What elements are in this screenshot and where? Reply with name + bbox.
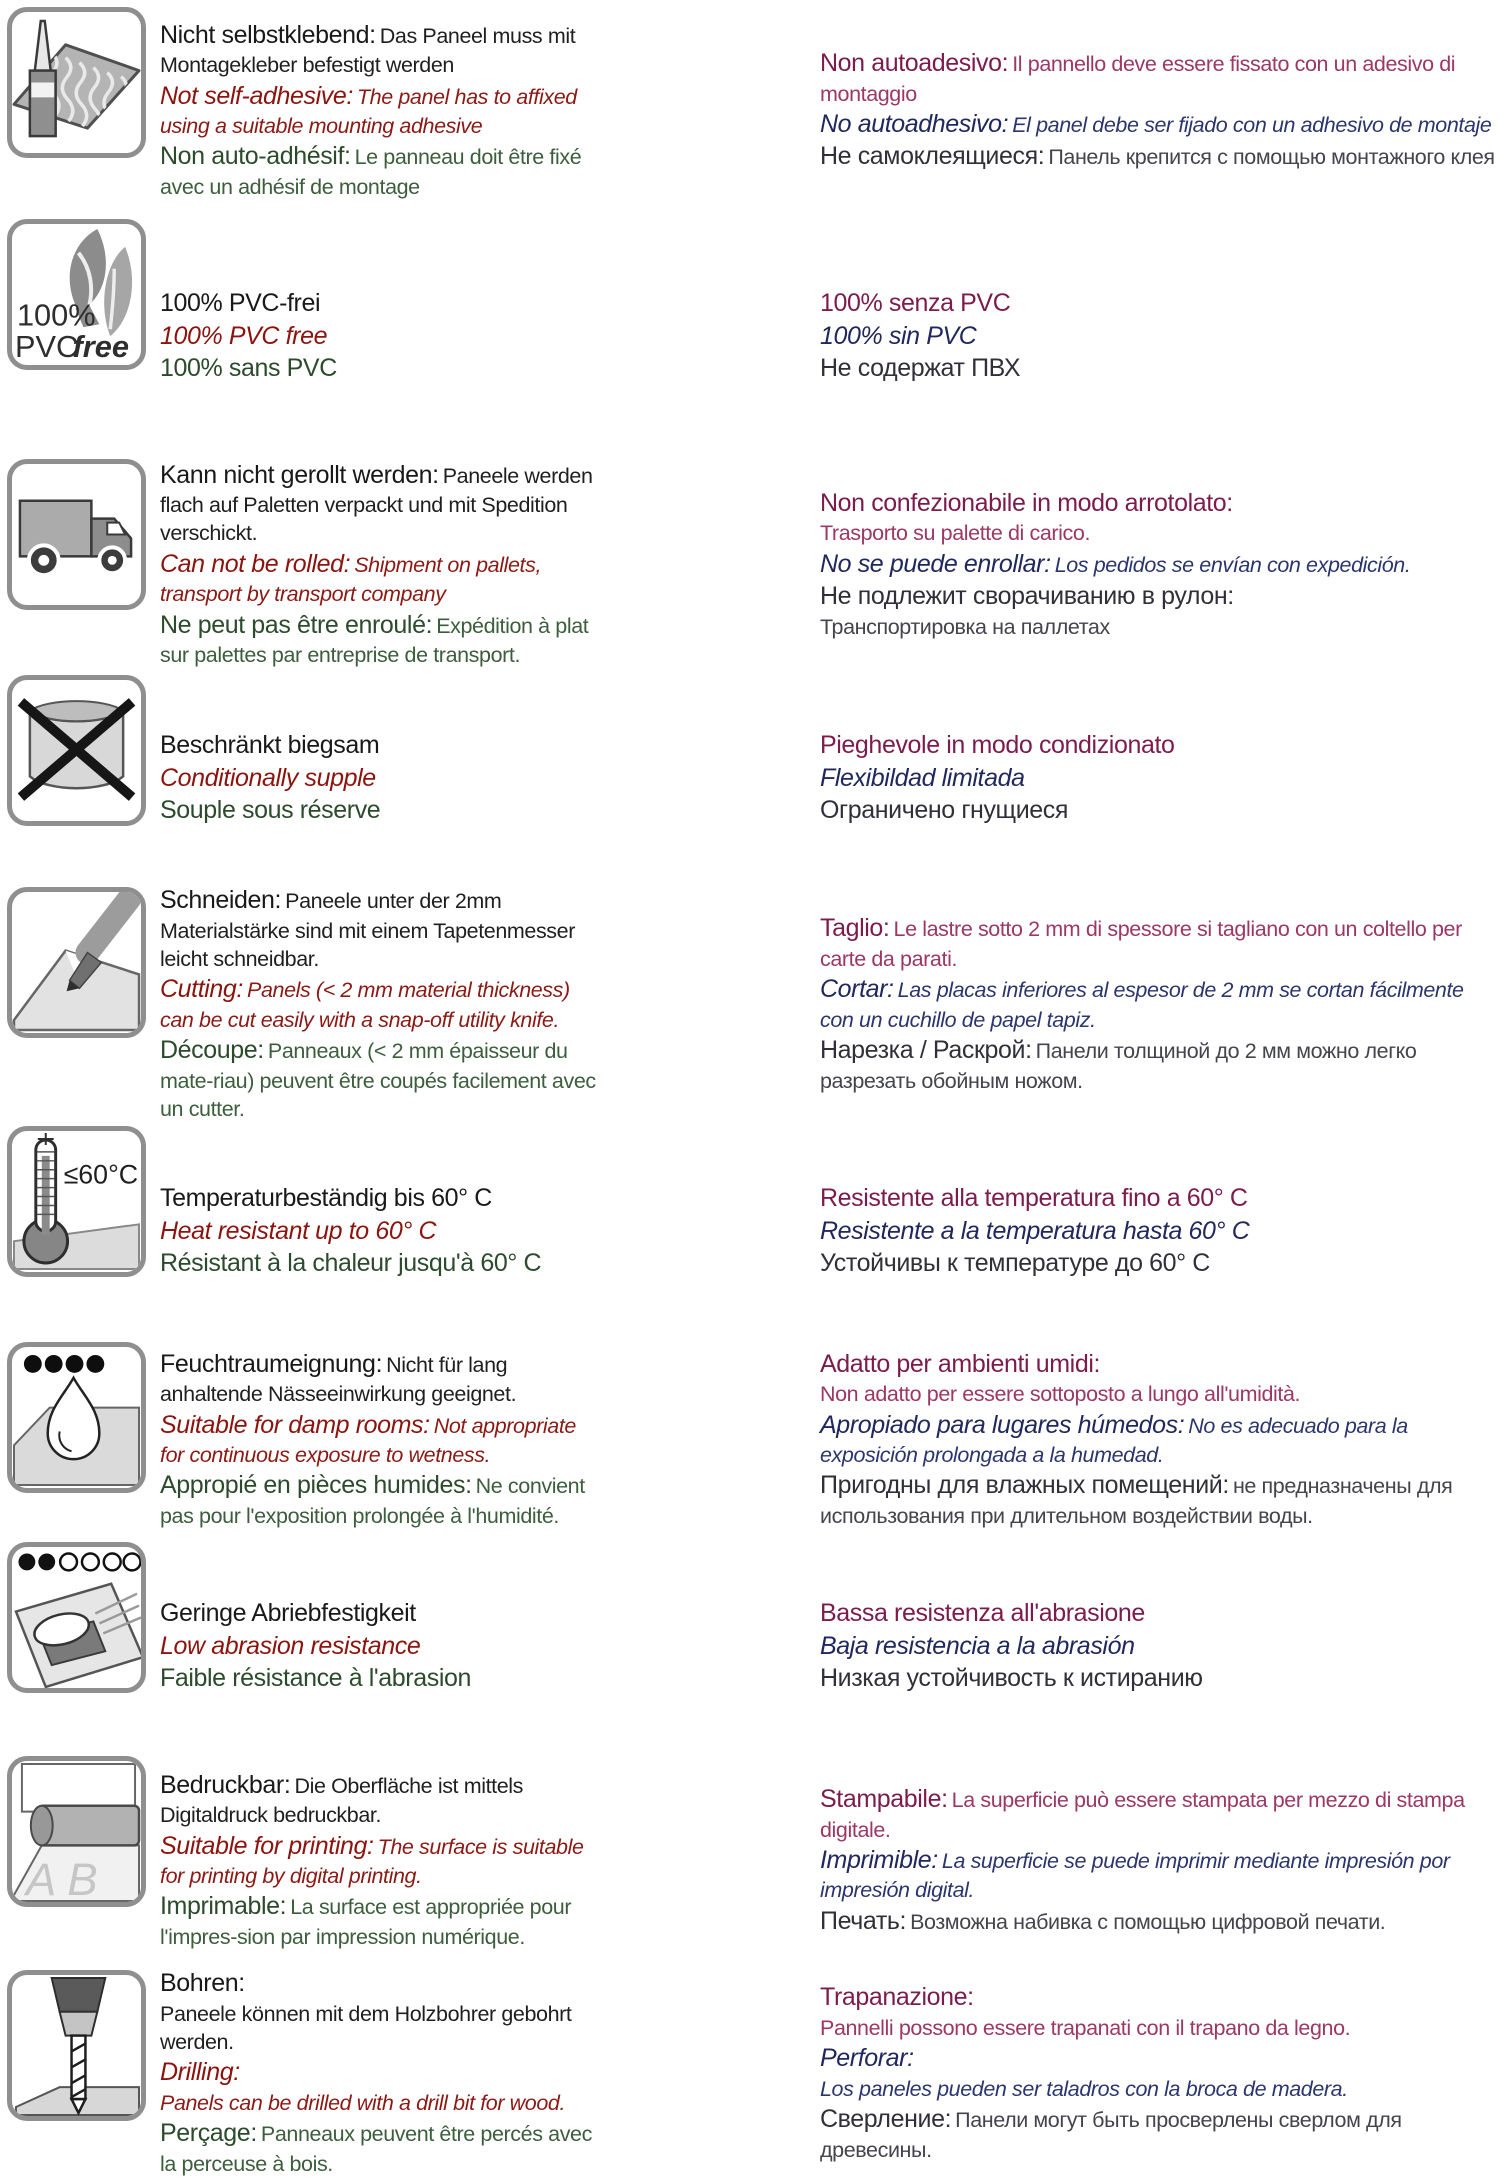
abrasion-eraser-icon — [12, 1547, 141, 1688]
line-body: Le lastre sotto 2 mm di spessore si tagliano con un coltello per carte da parati. — [820, 917, 1462, 971]
text-line-en — [160, 1409, 598, 1470]
line-heading: Nicht selbstklebend: — [160, 20, 376, 49]
left-text-column — [146, 1967, 598, 2178]
icon-label-letters: A B — [25, 1854, 98, 1903]
adhesive-tube-panel-icon — [12, 12, 141, 153]
line-heading: Stampabile: — [820, 1784, 948, 1813]
line-heading: Печать: — [820, 1906, 907, 1935]
line-body: The surface is suitable for printing by digital printing. — [160, 1834, 584, 1889]
text-line-es — [820, 2042, 1496, 2103]
pvc-free-leaf-icon — [12, 224, 141, 365]
truck-icon-box — [7, 459, 146, 610]
line-heading: Faible résistance à l'abrasion — [160, 1664, 471, 1693]
text-line-es — [820, 548, 1496, 581]
text-line-fr — [160, 352, 598, 385]
line-heading: Découpe: — [160, 1035, 264, 1064]
text-line-de — [160, 1348, 598, 1409]
right-text-column — [598, 1123, 1500, 1339]
text-line-fr — [160, 1662, 598, 1695]
line-body: Paneele werden flach auf Paletten verpackt und mit Spedition verschickt. — [160, 463, 593, 546]
text-line-it — [820, 912, 1496, 973]
line-heading: Trapanazione: — [820, 1983, 974, 2012]
text-line-en — [160, 2056, 598, 2117]
line-heading: 100% PVC-frei — [160, 288, 321, 317]
icon-label-temperature: ≤60°C — [63, 1159, 139, 1190]
line-heading: Не содержат ПВХ — [820, 354, 1021, 383]
right-text-column — [598, 1339, 1500, 1539]
line-heading: Perforar: — [820, 2044, 914, 2073]
line-body: Shipment on pallets, transport by transport company — [160, 552, 542, 607]
line-heading: Не самоклеящиеся: — [820, 142, 1045, 171]
line-heading: Perçage: — [160, 2119, 257, 2147]
text-line-it — [820, 287, 1496, 320]
line-body: Nicht für lang anhaltende Nässeeinwirkung geeignet. — [160, 1352, 517, 1407]
line-heading: Pieghevole in modo condizionato — [820, 730, 1175, 759]
cutting-knife-icon-box — [7, 887, 146, 1038]
line-heading: Adatto per ambienti umidi: — [820, 1349, 1101, 1378]
text-line-it — [820, 47, 1496, 108]
no-rolling-crossed-icon — [12, 680, 141, 821]
text-line-de — [160, 459, 598, 548]
line-body: Los paneles pueden ser taladros con la broca de madera. — [820, 2076, 1348, 2101]
line-heading: Не подлежит сворачиванию в рулон: — [820, 582, 1234, 611]
line-heading: Нарезка / Раскрой: — [820, 1035, 1032, 1064]
text-line-fr — [160, 1890, 598, 1951]
line-heading: Conditionally supple — [160, 763, 376, 792]
line-heading: Suitable for damp rooms: — [160, 1410, 430, 1439]
text-line-it — [820, 729, 1496, 762]
line-body: Le panneau doit être fixé avec un adhésif de montage — [160, 145, 582, 200]
icon-label-free: free — [72, 329, 129, 365]
left-text-column — [146, 1123, 598, 1339]
line-body: Los pedidos se envían con expedición. — [1054, 552, 1411, 577]
text-line-de — [160, 1597, 598, 1630]
pvc-free-leaf-icon-box — [7, 219, 146, 370]
thermometer-icon-box — [7, 1126, 146, 1277]
line-heading: Taglio: — [820, 914, 890, 943]
line-body: La superficie se puede imprimir mediante impresión por impresión digital. — [820, 1848, 1450, 1903]
left-text-column — [146, 672, 598, 884]
line-body: Панели могут быть просверлены сверлом для древесины. — [820, 2107, 1402, 2162]
line-heading: No autoadhesivo: — [820, 109, 1009, 138]
line-body: La superficie può essere stampata per mezzo di stampa digitale. — [820, 1787, 1465, 1842]
text-line-es — [820, 1630, 1496, 1663]
line-heading: Flexibildad limitada — [820, 763, 1025, 792]
text-line-it — [820, 1783, 1496, 1844]
line-heading: Feuchtraumeignung: — [160, 1349, 383, 1378]
abrasion-eraser-icon-box — [7, 1542, 146, 1693]
text-line-en — [160, 80, 598, 141]
text-line-it — [820, 1981, 1496, 2042]
text-line-it — [820, 1348, 1496, 1409]
right-text-column — [598, 1753, 1500, 1967]
right-text-column — [598, 672, 1500, 884]
line-heading: Bedruckbar: — [160, 1770, 291, 1799]
line-heading: Appropié en pièces humides: — [160, 1471, 472, 1500]
text-line-fr — [160, 609, 598, 670]
text-line-en — [160, 1630, 598, 1663]
line-heading: Пригодны для влажных помещений: — [820, 1471, 1229, 1500]
printing-roller-icon — [12, 1761, 141, 1902]
line-heading: Resistente alla temperatura fino a 60° C — [820, 1183, 1248, 1212]
right-text-column — [598, 4, 1500, 216]
line-heading: Suitable for printing: — [160, 1831, 374, 1860]
line-heading: Устойчивы к температуре до 60° C — [820, 1249, 1210, 1278]
text-line-fr — [160, 140, 598, 201]
text-line-en — [160, 320, 598, 353]
text-line-de — [160, 287, 598, 320]
line-heading: Bohren: — [160, 1969, 245, 1998]
text-line-en — [160, 973, 598, 1034]
drill-icon — [12, 1975, 141, 2116]
truck-icon — [12, 464, 141, 605]
line-heading: Geringe Abriebfestigkeit — [160, 1598, 416, 1627]
right-text-column — [598, 1539, 1500, 1753]
spec-row — [4, 884, 1500, 1123]
line-heading: 100% senza PVC — [820, 288, 1011, 317]
line-body: Панель крепится с помощью монтажного клея — [1048, 145, 1495, 170]
text-line-it — [820, 1597, 1496, 1630]
line-heading: Ne peut pas être enroulé: — [160, 610, 433, 639]
line-heading: 100% PVC free — [160, 321, 328, 350]
line-body: Панели толщиной до 2 мм можно легко разрезать обойным ножом. — [820, 1038, 1417, 1093]
left-text-column — [146, 1339, 598, 1539]
text-line-es — [820, 762, 1496, 795]
spec-row — [4, 456, 1500, 672]
right-text-column — [598, 884, 1500, 1123]
right-text-column — [598, 1967, 1500, 2178]
text-line-ru — [820, 1034, 1496, 1095]
line-body: No es adecuado para la exposición prolongada a la humedad. — [820, 1413, 1408, 1468]
spec-row — [4, 1339, 1500, 1539]
line-heading: Cortar: — [820, 975, 894, 1004]
left-text-column — [146, 884, 598, 1123]
text-line-en — [160, 1215, 598, 1248]
line-body: Paneele können mit dem Holzbohrer gebohrt werden. — [160, 2001, 572, 2054]
line-body: Возможна набивка с помощью цифровой печати. — [910, 1909, 1386, 1934]
line-body: Panneaux (< 2 mm épaisseur du mate-riau) peuvent être coupés facilement avec un cutter. — [160, 1038, 596, 1121]
line-heading: Cutting: — [160, 975, 243, 1004]
printing-roller-icon-box — [7, 1756, 146, 1907]
thermometer-icon — [12, 1131, 141, 1272]
line-body: Non adatto per essere sottoposto a lungo all'umidità. — [820, 1382, 1301, 1407]
line-body: Panels can be drilled with a drill bit for wood. — [160, 2090, 566, 2115]
line-heading: Non confezionabile in modo arrotolato: — [820, 488, 1233, 517]
spec-row — [4, 4, 1500, 216]
line-body: Expédition à plat sur palettes par entreprise de transport. — [160, 613, 589, 668]
text-line-es — [820, 973, 1496, 1034]
text-line-it — [820, 487, 1496, 548]
spec-row — [4, 1967, 1500, 2178]
left-text-column — [146, 216, 598, 456]
text-line-en — [160, 1830, 598, 1891]
line-body: Not appropriate for continuous exposure to wetness. — [160, 1413, 576, 1468]
line-heading: Bassa resistenza all'abrasione — [820, 1598, 1145, 1627]
line-heading: Souple sous réserve — [160, 796, 381, 825]
spec-row — [4, 672, 1500, 884]
text-line-de — [160, 1967, 598, 2056]
text-line-de — [160, 729, 598, 762]
line-body: Ne convient pas pour l'exposition prolongée à l'humidité. — [160, 1474, 585, 1529]
line-heading: Imprimible: — [820, 1845, 938, 1874]
line-heading: Non auto-adhésif: — [160, 142, 351, 171]
text-line-fr — [160, 2117, 598, 2178]
line-heading: Heat resistant up to 60° C — [160, 1216, 437, 1245]
text-line-de — [160, 1769, 598, 1830]
line-body: не предназначены для использования при длительном воздействии воды. — [820, 1474, 1453, 1529]
line-heading: Drilling: — [160, 2058, 240, 2087]
text-line-fr — [160, 1247, 598, 1280]
spec-row — [4, 1539, 1500, 1753]
line-body: Panels (< 2 mm material thickness) can be cut easily with a snap-off utility knife. — [160, 978, 570, 1032]
left-text-column — [146, 4, 598, 216]
line-body: Транспортировка на паллетах — [820, 615, 1110, 640]
line-heading: Сверление: — [820, 2104, 952, 2133]
line-body: Das Paneel muss mit Montagekleber befestigt werden — [160, 23, 576, 78]
right-text-column — [598, 216, 1500, 456]
text-line-ru — [820, 352, 1496, 385]
text-line-fr — [160, 1034, 598, 1123]
line-body: Las placas inferiores al espesor de 2 mm se cortan fácilmente con un cuchillo de papel tapiz. — [820, 978, 1464, 1032]
line-heading: No se puede enrollar: — [820, 549, 1051, 578]
text-line-es — [820, 108, 1496, 141]
text-line-es — [820, 1844, 1496, 1905]
text-line-es — [820, 320, 1496, 353]
text-line-en — [160, 548, 598, 609]
line-heading: Kann nicht gerollt werden: — [160, 460, 439, 489]
line-heading: Beschränkt biegsam — [160, 730, 380, 759]
text-line-ru — [820, 1247, 1496, 1280]
text-line-es — [820, 1409, 1496, 1470]
line-body: La surface est appropriée pour l'impres-sion par impression numérique. — [160, 1895, 572, 1950]
water-drop-icon — [12, 1347, 141, 1488]
text-line-ru — [820, 580, 1496, 641]
line-heading: Baja resistencia a la abrasión — [820, 1631, 1135, 1660]
text-line-fr — [160, 794, 598, 827]
line-heading: Resistente a la temperatura hasta 60° C — [820, 1216, 1250, 1245]
line-body: Il pannello deve essere fissato con un adesivo di montaggio — [820, 51, 1456, 106]
line-body: Paneele unter der 2mm Materialstärke sind mit einem Tapetenmesser leicht schneidbar. — [160, 889, 575, 971]
text-line-de — [160, 1182, 598, 1215]
spec-row — [4, 1123, 1500, 1339]
text-line-ru — [820, 794, 1496, 827]
line-body: El panel debe ser fijado con un adhesivo de montaje — [1012, 112, 1492, 137]
text-line-ru — [820, 1905, 1496, 1938]
text-line-ru — [820, 140, 1496, 173]
icon-label-percent: 100% — [16, 297, 96, 333]
left-text-column — [146, 1753, 598, 1967]
line-heading: Low abrasion resistance — [160, 1631, 421, 1660]
line-body: The panel has to affixed using a suitable mounting adhesive — [160, 84, 577, 139]
line-heading: Résistant à la chaleur jusqu'à 60° C — [160, 1249, 542, 1278]
text-line-en — [160, 762, 598, 795]
line-heading: Not self-adhesive: — [160, 81, 353, 110]
line-body: Trasporto su palette di carico. — [820, 521, 1091, 546]
text-line-it — [820, 1182, 1496, 1215]
text-line-ru — [820, 1469, 1496, 1530]
line-heading: Can not be rolled: — [160, 549, 351, 578]
spec-row — [4, 1753, 1500, 1967]
left-text-column — [146, 1539, 598, 1753]
text-line-de — [160, 884, 598, 973]
line-heading: Ограничено гнущиеся — [820, 796, 1069, 825]
right-text-column — [598, 456, 1500, 672]
line-heading: Низкая устойчивость к истиранию — [820, 1664, 1203, 1693]
text-line-es — [820, 1215, 1496, 1248]
text-line-ru — [820, 2103, 1496, 2164]
line-heading: Apropiado para lugares húmedos: — [820, 1410, 1185, 1439]
text-line-fr — [160, 1469, 598, 1530]
line-heading: 100% sans PVC — [160, 354, 337, 383]
adhesive-tube-panel-icon-box — [7, 7, 146, 158]
text-line-ru — [820, 1662, 1496, 1695]
cutting-knife-icon — [12, 892, 141, 1033]
drill-icon-box — [7, 1970, 146, 2121]
left-text-column — [146, 456, 598, 672]
line-heading: Imprimable: — [160, 1892, 287, 1921]
text-line-de — [160, 19, 598, 80]
line-heading: Non autoadesivo: — [820, 48, 1009, 77]
no-rolling-crossed-icon-box — [7, 675, 146, 826]
line-body: Die Oberfläche ist mittels Digitaldruck bedruckbar. — [160, 1773, 524, 1828]
icon-label-pvc: PVC — [14, 329, 79, 365]
spec-row — [4, 216, 1500, 456]
water-drop-icon-box — [7, 1342, 146, 1493]
line-heading: Schneiden: — [160, 886, 282, 914]
line-body: Pannelli possono essere trapanati con il trapano da legno. — [820, 2015, 1351, 2040]
line-heading: 100% sin PVC — [820, 321, 977, 350]
line-body: Panneaux peuvent être percés avec la perceuse à bois. — [160, 2122, 592, 2176]
line-heading: Temperaturbeständig bis 60° C — [160, 1183, 492, 1212]
